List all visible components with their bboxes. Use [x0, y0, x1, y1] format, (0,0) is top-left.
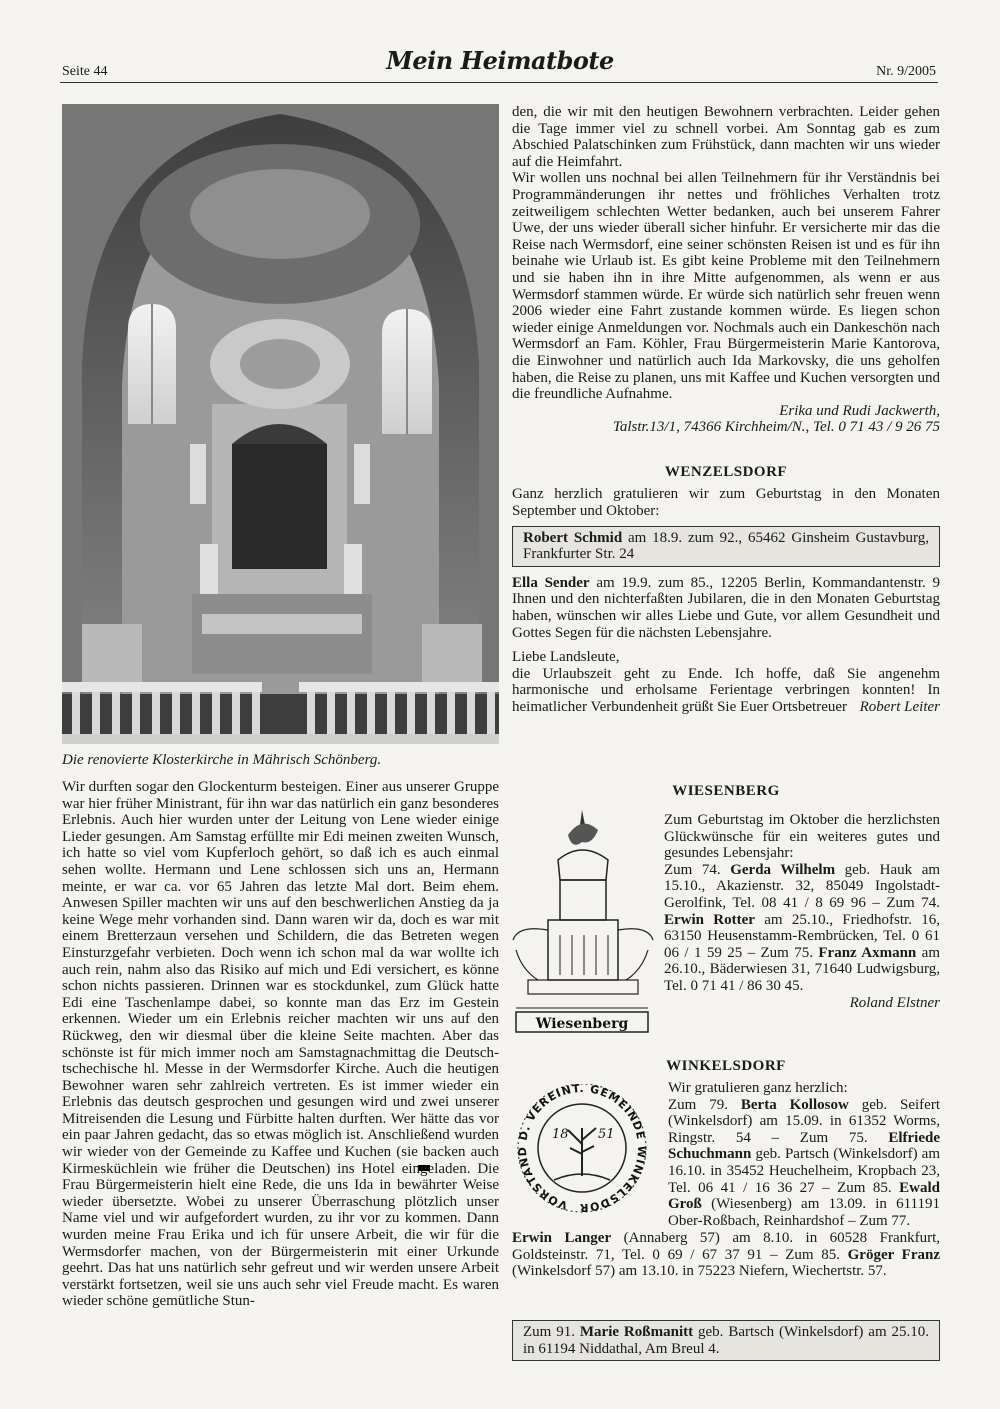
entry-prefix: Zum 79. [668, 1096, 728, 1113]
birthday-entries [668, 1097, 940, 1230]
closing-text: die Urlaubszeit geht zu Ende. Ich hoffe, daß Sie angenehm harmonische und erholsame Ferientage verbringen konnten! In heimatlicher Verbundenheit grüßt Sie Euer Ortsbetreuer [512, 665, 940, 715]
article-paragraph: den, die wir mit den heutigen Bewohnern verbrachten. Leider gehen die Tage immer viel zu schnell vorbei. Am Sonntag gab es zum Abschied Palatschinken zum Frühstück, dann machten wir uns wieder auf die Heimfahrt. [512, 104, 940, 170]
celebrant-details: am 26.10., Bäderwiesen 31, 71640 Ludwigsburg, Tel. 0 71 41 / 86 30 45. [664, 944, 940, 994]
closing-paragraph [512, 666, 940, 716]
celebrant-name: Gerda Wilhelm [730, 861, 836, 878]
celebrant-name: Erwin Langer [512, 1230, 612, 1246]
birthday-highlight-box [512, 526, 940, 567]
ortsbetreuer-signature: Robert Leiter [859, 699, 940, 715]
author-signature: Erika und Rudi Jackwerth, [779, 402, 940, 419]
celebrant-details: am 19.9. zum 85., 12205 Berlin, Kommandantenstr. 9 Ihnen und den nichterfaßten Jubilaren, die in den Monaten Geburtstag haben, wünschen wir alles Liebe und Gute, vor allem Gesundheit und Gottes Segen für die nächsten Lebensjahre. [512, 574, 941, 641]
celebrant-details: am 25.10., Friedhofstr. 16, 63150 Heusenstamm-Rembrücken, Tel. 0 61 06 / 1 59 25 – Zum 75. [664, 911, 941, 961]
section-heading-winkelsdorf: WINKELSDORF [666, 1058, 786, 1074]
celebrant-details: am 18.9. zum 92., 65462 Ginsheim Gustavburg, Frankfurter Str. 24 [523, 529, 929, 563]
article-paragraph: Wir wollen uns nochnal bei allen Teilnehmern für ihr Verständnis bei Programmänderungen ihr nettes und fröhliches Verhalten trotz zeitweiligem schlechten Wetter bedanken, auch bei unserem Fahrer Uwe, der uns wieder überall sicher hinfuhr. Er versicherte mir das die Reise nach Wermsdorf, eine seiner schönsten Reisen ist und es für ihn beinahe wie Urlaub ist. Es gibt keine Probleme mit den Teilnehmern und sie haben ihn in ihre Mitte aufgenommen, als wenn er aus Wermsdorf stammen würde. Er würde sich natürlich sehr freuen wenn 2006 wieder eine Fahrt zustande kommen würde. Es liegen schon wieder einige Anmeldungen vor. Nochmals auch ein Dankeschön nach Wermsdorf an Fam. Köhler, Frau Bürgermeisterin Marie Kantorova, die Einwohner und natürlich auch Ida Markovsky, die uns geholfen haben, die Reise zu planen, uns mit Kaffee und Kuchen versorgten und die freundliche Aufnahme. [512, 170, 940, 403]
article-left-column [62, 779, 499, 1310]
entry-prefix: Zum 74. [664, 861, 721, 878]
emblem-label: Wiesenberg [535, 1016, 629, 1032]
church-altar-photo [62, 104, 499, 744]
celebrant-name: Ella Sender [512, 574, 590, 591]
celebrant-name: Franz Axmann [818, 944, 917, 961]
winkelsdorf-text-continued [512, 1230, 940, 1280]
article-paragraph: Wir durften sogar den Glockenturm besteigen. Einer aus unserer Gruppe war hier früher Ministrant, für ihn war das natürlich ein ganz besonderes Erlebnis. Auch hier wurden unter der Leitung von Lene wieder einige Lieder gesungen. Am Samstag erfüllte mir Edi meinen zweiten Wunsch, ich hatte so viel vom Kupferloch gehört, so daß ich es auch einmal sehen wollte. Hermann und Lene schlossen sich uns an, Hermann meinte, er war ca. vor 65 Jahren das letzte Mal dort. Beim ehem. Anwesen Spiller machten wir uns auf den beschwerlichen Anstieg da ja keine Wege mehr vorhanden sind. Dann waren wir da, doch es war mit einem Bretterzaun versehen und Schildern, die das Betreten wegen Einsturzgefahr verbieten. Doch wenn ich schon mal da war wollte ich auch rein, nahm also das Risiko auf mich und Edi versichert, es könne schon nichts passieren. Drinnen war es stockdunkel, zum Glück hatte Edi eine Taschenlampe dabei, so konnte man das Erz im Gestein erkennen. Wieder um ein Erlebnis reicher machten wir uns auf den Rückweg, den wir diesmal über die kleine Seite machten. Aber das schönste ist für mich immer noch am Samstagnachmittag die Deutsch-tschechische hl. Messe in der Wermsdorfer Kirche. Auch die heutigen Bewohner waren sehr zahlreich vertreten. Es ist immer wieder ein Erlebnis das deutsch gesprochen und gesungen wird und zwei unserer Mitreisenden die Lesung und Fürbitte halten durften. Wer hätte das vor ein paar Jahren gedacht, das so etwas möglich ist. Anschließend wurden wir wieder von der Gemeinde zu Kaffee und Kuchen (sie backen auch Kirmesküchlein wie früher die Deutschen) ins Hotel eingeladen. Die Frau Bürgermeisterin hielt eine Rede, die uns Ida in bewährter Weise wieder übersetzte. Wobei zu unserer Überraschung plötzlich unser Name viel und wir aufgefordert wurden, zu ihr vor zu kommen. Dann wurden meine Frau Erika und ich für unsere Arbeit, die wir für die Wermsdorfer machen, von der Bürgermeisterin mit einer Urkunde geehrt. Das hat uns natürlich sehr gefreut und wir werden unsere Arbeit verstärkt fortsetzen, weil sie uns auch sehr viel Freude macht. Es waren wieder schöne gemütliche Stun- [62, 779, 499, 1310]
celebrant-details: geb. Bartsch (Winkelsdorf) am 25.10. in 61194 Niddathal, Am Breul 4. [523, 1324, 930, 1357]
wiesenberg-intro: Zum Geburtstag im Oktober die herzlichsten Glückwünsche für ein weiteres gutes und gesundes Lebensjahr: [664, 812, 940, 862]
celebrant-name: Elfriede Schuchmann [668, 1129, 940, 1163]
masthead-title: Mein Heimatbote [386, 46, 614, 75]
celebrant-name: Ewald Groß [668, 1179, 940, 1213]
wiesenberg-emblem [508, 800, 656, 1036]
celebrant-details: (Winkelsdorf 57) am 13.10. in 75223 Niefern, Wiechertstr. 57. [512, 1263, 887, 1280]
birthday-entries [664, 862, 940, 995]
section-signature: Roland Elstner [849, 994, 940, 1011]
issue-number: Nr. 9/2005 [876, 64, 936, 79]
winkelsdorf-intro: Wir gratulieren ganz herzlich: [668, 1080, 848, 1096]
birthday-highlight-box [512, 1320, 940, 1361]
celebrant-name: Marie Roßmanitt [579, 1324, 694, 1340]
section-heading-wiesenberg: WIESENBERG [672, 783, 780, 799]
greeting: Liebe Landsleute, [512, 649, 620, 666]
birthday-entries [512, 1230, 940, 1280]
celebrant-details: geb. Hauk am 15.10., Akazienstr. 32, 85049 Ingolstadt-Gerolfink, Tel. 08 41 / 8 69 96 – Zum 74. [664, 861, 941, 911]
celebrant-name: Robert Schmid [523, 529, 623, 546]
birthday-entry [512, 575, 940, 641]
photo-caption: Die renovierte Klosterkirche in Mährisch Schönberg. [62, 752, 382, 768]
header-rule [60, 82, 938, 83]
winkelsdorf-seal [506, 1084, 658, 1218]
celebrant-details: geb. Partsch (Winkelsdorf) am 16.10. in 35452 Heuchelheim, Kropbach 23, Tel. 06 41 / 16 36 27 – Zum 85. [668, 1146, 940, 1196]
author-address: Talstr.13/1, 74366 Kirchheim/N., Tel. 0 71 43 / 9 26 75 [612, 419, 940, 436]
celebrant-name: Gröger Franz [847, 1246, 940, 1263]
winkelsdorf-seal-icon [506, 1084, 658, 1218]
church-altar-image [62, 104, 499, 744]
wiesenberg-text [664, 812, 940, 1011]
entry-prefix: Zum 91. [523, 1324, 575, 1340]
seal-ring-text: VORSTAND D. VEREINT. GEMEINDE WINKELSDOR [515, 1084, 649, 1215]
celebrant-name: Berta Kollosow [740, 1096, 849, 1113]
celebrant-details: (Annaberg 57) am 8.10. in 60528 Frankfurt, Goldsteinstr. 71, Tel. 0 69 / 67 37 91 – Zum 85. [512, 1230, 941, 1263]
celebrant-details: geb. Seifert (Winkelsdorf) am 15.09. in 61352 Worms, Ringstr. 54 – Zum 75. [668, 1096, 940, 1146]
wiesenberg-emblem-icon [508, 800, 656, 1036]
article-right-column [512, 104, 940, 716]
celebrant-details: (Wiesenberg) am 13.09. in 611191 Ober-Roßbach, Reinhardshof – Zum 77. [668, 1196, 941, 1229]
seal-year-left: 18 [552, 1127, 569, 1142]
wenzelsdorf-intro: Ganz herzlich gratulieren wir zum Geburtstag in den Monaten September und Oktober: [512, 486, 940, 520]
winkelsdorf-text [668, 1080, 940, 1229]
celebrant-name: Erwin Rotter [664, 911, 755, 928]
page-number: Seite 44 [62, 64, 108, 79]
seal-year-right: 51 [598, 1127, 615, 1142]
section-heading-wenzelsdorf: WENZELSDORF [664, 463, 788, 480]
